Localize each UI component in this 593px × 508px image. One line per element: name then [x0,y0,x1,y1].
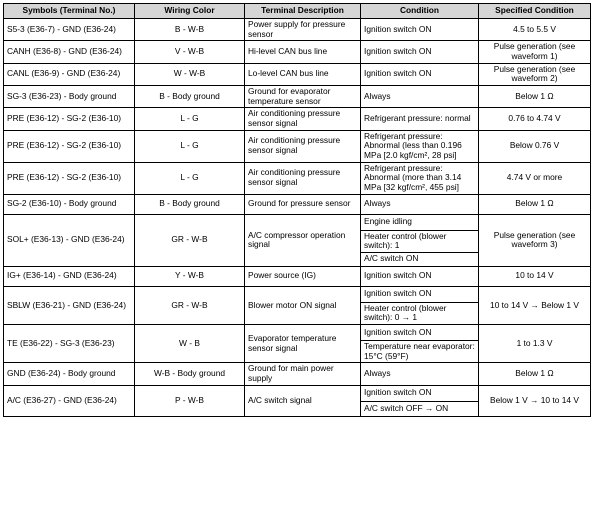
specified-condition-cell: Pulse generation (see waveform 1) [479,41,591,63]
terminal-description-cell: Ground for pressure sensor [245,194,361,214]
wiring-color-cell: Y - W-B [135,266,245,286]
table-row [4,108,591,130]
specified-condition-cell: 10 to 14 V → Below 1 V [479,286,591,324]
specified-condition-cell: Pulse generation (see waveform 2) [479,63,591,85]
terminal-description-cell: Air conditioning pressure sensor signal [245,108,361,130]
condition-cell: Heater control (blower switch): 1 [361,230,479,252]
condition-cell: Always [361,363,479,385]
table-row [4,214,591,230]
specified-condition-cell: 4.5 to 5.5 V [479,19,591,41]
table-row [4,130,591,162]
condition-cell: Ignition switch ON [361,41,479,63]
specified-condition-cell: 4.74 V or more [479,162,591,194]
wiring-color-cell: L - G [135,108,245,130]
specified-condition-cell: 10 to 14 V [479,266,591,286]
condition-cell: Heater control (blower switch): 0 → 1 [361,302,479,324]
wiring-color-cell: L - G [135,130,245,162]
terminal-description-cell: A/C switch signal [245,385,361,416]
specified-condition-cell: Below 1 V → 10 to 14 V [479,385,591,416]
table-body [4,19,591,417]
condition-cell: Temperature near evaporator: 15°C (59°F) [361,341,479,363]
wiring-color-cell: B - Body ground [135,85,245,107]
wiring-color-cell: V - W-B [135,41,245,63]
condition-cell: Refrigerant pressure: normal [361,108,479,130]
table-row [4,266,591,286]
symbol-cell: PRE (E36-12) - SG-2 (E36-10) [4,108,135,130]
specified-condition-cell: Below 1 Ω [479,363,591,385]
symbol-cell: A/C (E36-27) - GND (E36-24) [4,385,135,416]
table-row [4,41,591,63]
terminal-description-cell: A/C compressor operation signal [245,214,361,266]
terminal-description-cell: Ground for evaporator temperature sensor [245,85,361,107]
terminal-description-cell: Lo-level CAN bus line [245,63,361,85]
symbol-cell: S5-3 (E36-7) - GND (E36-24) [4,19,135,41]
specified-condition-cell: Pulse generation (see waveform 3) [479,214,591,266]
specified-condition-cell: 0.76 to 4.74 V [479,108,591,130]
condition-cell: Always [361,194,479,214]
wiring-color-cell: GR - W-B [135,286,245,324]
condition-cell: Engine idling [361,214,479,230]
wiring-color-cell: W - B [135,325,245,363]
wiring-color-cell: L - G [135,162,245,194]
table-row [4,325,591,341]
terminal-spec-table [3,3,591,417]
condition-cell: Refrigerant pressure: Abnormal (less than 0.196 MPa [2.0 kgf/cm², 28 psi] [361,130,479,162]
terminal-description-cell: Air conditioning pressure sensor signal [245,130,361,162]
table-row [4,286,591,302]
symbol-cell: PRE (E36-12) - SG-2 (E36-10) [4,162,135,194]
table-row [4,63,591,85]
condition-cell: Ignition switch ON [361,286,479,302]
wiring-color-cell: W - W-B [135,63,245,85]
terminal-description-cell: Evaporator temperature sensor signal [245,325,361,363]
terminal-description-cell: Hi-level CAN bus line [245,41,361,63]
header-specified-condition: Specified Condition [479,4,591,19]
symbol-cell: SBLW (E36-21) - GND (E36-24) [4,286,135,324]
condition-cell: Refrigerant pressure: Abnormal (more than 3.14 MPa [32 kgf/cm², 455 psi] [361,162,479,194]
symbol-cell: GND (E36-24) - Body ground [4,363,135,385]
symbol-cell: SG-2 (E36-10) - Body ground [4,194,135,214]
condition-cell: Ignition switch ON [361,325,479,341]
symbol-cell: IG+ (E36-14) - GND (E36-24) [4,266,135,286]
specified-condition-cell: Below 1 Ω [479,85,591,107]
symbol-cell: SG-3 (E36-23) - Body ground [4,85,135,107]
symbol-cell: CANH (E36-8) - GND (E36-24) [4,41,135,63]
terminal-description-cell: Power source (IG) [245,266,361,286]
specified-condition-cell: 1 to 1.3 V [479,325,591,363]
wiring-color-cell: P - W-B [135,385,245,416]
symbol-cell: SOL+ (E36-13) - GND (E36-24) [4,214,135,266]
header-row [4,4,591,19]
terminal-description-cell: Air conditioning pressure sensor signal [245,162,361,194]
condition-cell: Ignition switch ON [361,385,479,401]
header-condition: Condition [361,4,479,19]
condition-cell: Always [361,85,479,107]
terminal-description-cell: Blower motor ON signal [245,286,361,324]
table-row [4,385,591,401]
spec-table-container [3,3,591,417]
table-row [4,363,591,385]
table-row [4,19,591,41]
condition-cell: A/C switch ON [361,252,479,266]
header-wiring-color: Wiring Color [135,4,245,19]
symbol-cell: CANL (E36-9) - GND (E36-24) [4,63,135,85]
condition-cell: A/C switch OFF → ON [361,401,479,416]
specified-condition-cell: Below 1 Ω [479,194,591,214]
condition-cell: Ignition switch ON [361,266,479,286]
header-symbols: Symbols (Terminal No.) [4,4,135,19]
condition-cell: Ignition switch ON [361,63,479,85]
table-row [4,194,591,214]
header-terminal-description: Terminal Description [245,4,361,19]
symbol-cell: TE (E36-22) - SG-3 (E36-23) [4,325,135,363]
wiring-color-cell: W-B - Body ground [135,363,245,385]
specified-condition-cell: Below 0.76 V [479,130,591,162]
condition-cell: Ignition switch ON [361,19,479,41]
terminal-description-cell: Power supply for pressure sensor [245,19,361,41]
wiring-color-cell: GR - W-B [135,214,245,266]
table-row [4,85,591,107]
terminal-description-cell: Ground for main power supply [245,363,361,385]
table-row [4,162,591,194]
wiring-color-cell: B - Body ground [135,194,245,214]
symbol-cell: PRE (E36-12) - SG-2 (E36-10) [4,130,135,162]
wiring-color-cell: B - W-B [135,19,245,41]
